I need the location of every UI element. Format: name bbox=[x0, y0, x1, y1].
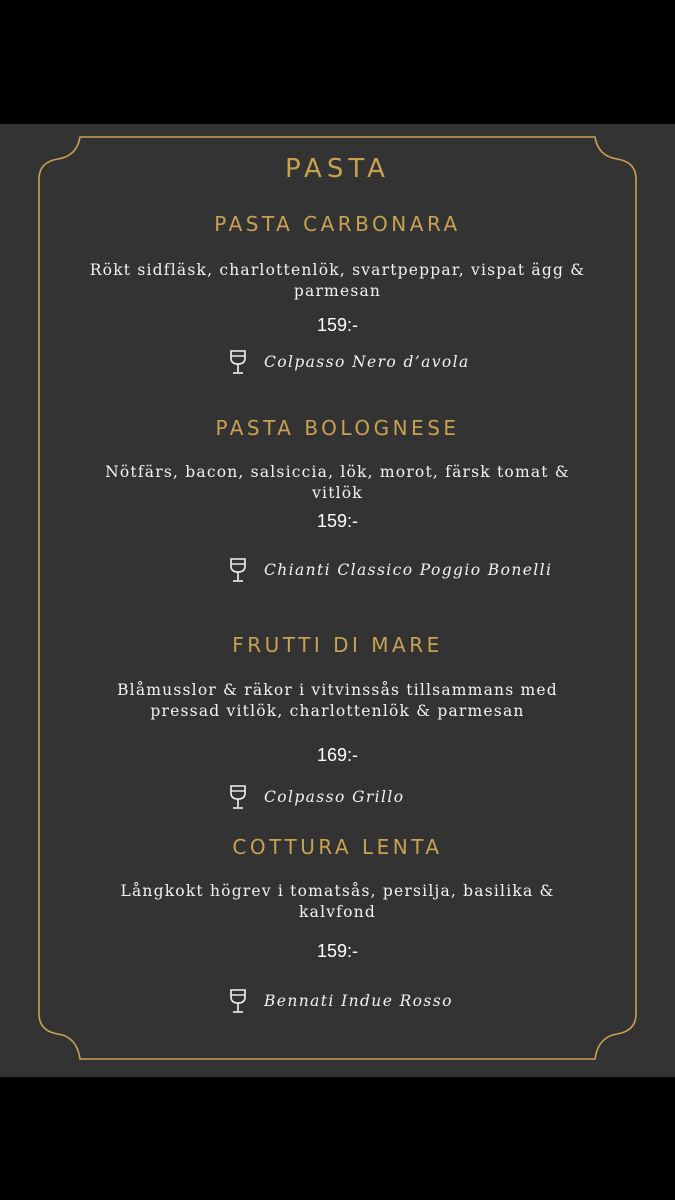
description-line: Nötfärs, bacon, salsiccia, lök, morot, färsk tomat & bbox=[105, 463, 570, 481]
dish-name-bolognese: PASTA BOLOGNESE bbox=[215, 416, 460, 440]
description-line: vitlök bbox=[312, 484, 363, 502]
description-line: Rökt sidfläsk, charlottenlök, svartpeppar, vispat ägg & bbox=[89, 261, 586, 279]
price-cottura-lenta: 159:- bbox=[316, 941, 359, 961]
dish-description-cottura-lenta bbox=[50, 881, 625, 923]
wine-glass-icon bbox=[228, 784, 248, 810]
description-line: pressad vitlök, charlottenlök & parmesan bbox=[150, 702, 525, 720]
wine-pairing-frutti-di-mare bbox=[228, 783, 404, 811]
wine-glass-icon bbox=[228, 988, 248, 1014]
price-carbonara: 159:- bbox=[316, 315, 359, 335]
menu-page bbox=[0, 124, 675, 1077]
description-line: parmesan bbox=[293, 282, 382, 300]
description-line: kalvfond bbox=[299, 903, 376, 921]
wine-pairing-carbonara bbox=[228, 348, 470, 376]
wine-name: Colpasso Grillo bbox=[264, 788, 405, 806]
dish-description-bolognese bbox=[50, 462, 625, 504]
dish-name-cottura-lenta: COTTURA LENTA bbox=[232, 835, 443, 859]
dish-description-carbonara bbox=[50, 260, 625, 302]
wine-glass-icon bbox=[228, 349, 248, 375]
price-frutti-di-mare: 169:- bbox=[316, 745, 359, 765]
price-bolognese: 159:- bbox=[316, 511, 359, 531]
dish-name-frutti-di-mare: FRUTTI DI MARE bbox=[232, 633, 443, 657]
wine-pairing-bolognese bbox=[228, 556, 552, 584]
description-line: Blåmusslor & räkor i vitvinssås tillsammans med bbox=[117, 681, 558, 699]
menu-title: PASTA bbox=[285, 154, 390, 184]
description-line: Långkokt högrev i tomatsås, persilja, basilika & bbox=[120, 882, 555, 900]
dish-name-carbonara: PASTA CARBONARA bbox=[214, 212, 461, 236]
dish-description-frutti-di-mare bbox=[50, 680, 625, 722]
wine-name: Chianti Classico Poggio Bonelli bbox=[264, 561, 553, 579]
wine-glass-icon bbox=[228, 557, 248, 583]
wine-name: Bennati Indue Rosso bbox=[264, 992, 453, 1010]
wine-name: Colpasso Nero d’avola bbox=[264, 353, 470, 371]
wine-pairing-cottura-lenta bbox=[228, 987, 453, 1015]
